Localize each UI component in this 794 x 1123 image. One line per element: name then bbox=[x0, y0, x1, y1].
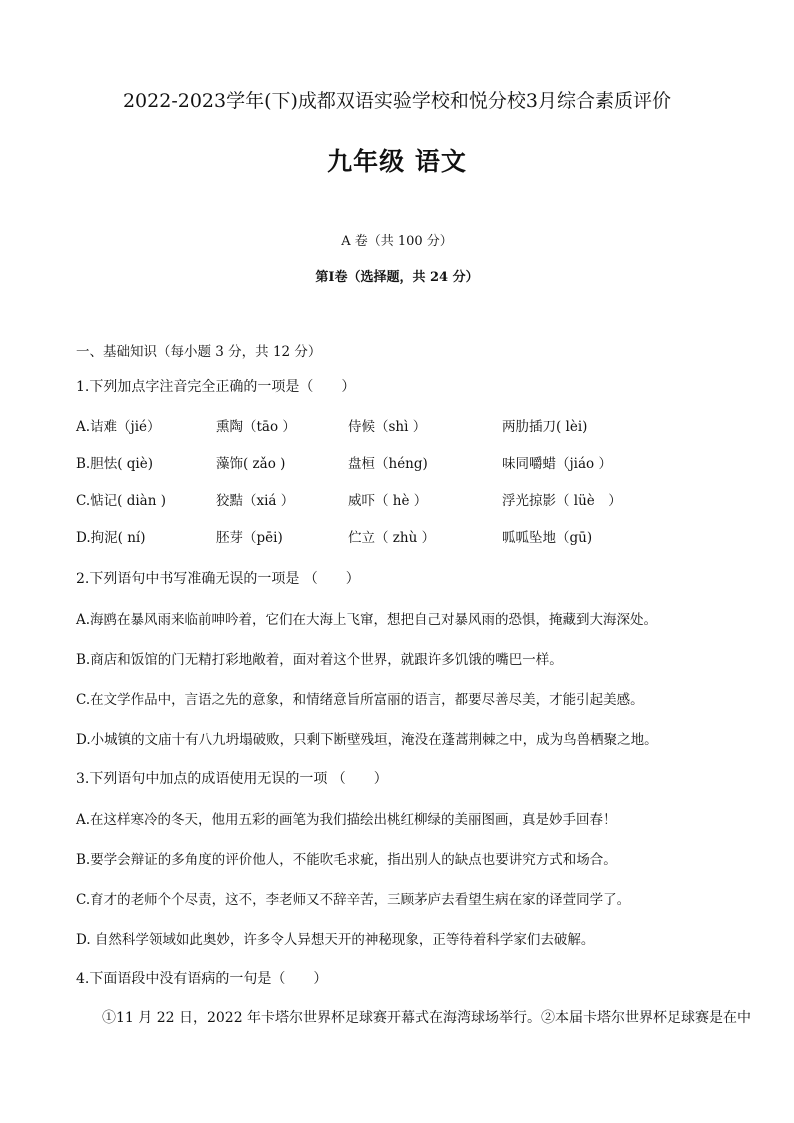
q1-option-d-item2: 胚芽（pēi) bbox=[216, 530, 283, 546]
q1-option-a-item1: A.诘难（jié） bbox=[76, 419, 161, 435]
q3-option-b: B.要学会辩证的多角度的评价他人，不能吹毛求疵，指出别人的缺点也要讲究方式和场合。 bbox=[76, 852, 617, 868]
q1-stem: 1.下列加点字注音完全正确的一项是（ ） bbox=[76, 379, 356, 395]
section1-heading: 一、基础知识（每小题 3 分，共 12 分） bbox=[76, 344, 322, 360]
part1-label: 第Ⅰ卷（选择题，共 24 分） bbox=[315, 270, 479, 285]
volume-a-label: A 卷（共 100 分） bbox=[341, 234, 453, 249]
q1-option-b-item3: 盘桓（héng) bbox=[348, 456, 428, 472]
q3-option-d: D. 自然科学领域如此奥妙，许多令人异想天开的神秘现象，正等待着科学家们去破解。 bbox=[76, 932, 595, 948]
q3-option-c: C.育才的老师个个尽责，这不，李老师又不辞辛苦，三顾茅庐去看望生病在家的译萱同学了。 bbox=[76, 892, 631, 908]
q1-option-c-item4: 浮光掠影（ lüè ） bbox=[502, 493, 622, 509]
q3-stem: 3.下列语句中加点的成语使用无误的一项 （ ） bbox=[76, 771, 388, 787]
q1-option-a-item3: 侍候（shì ） bbox=[348, 419, 427, 435]
q2-option-b: B.商店和饭馆的门无精打彩地敞着，面对着这个世界，就跟许多饥饿的嘴巴一样。 bbox=[76, 652, 563, 668]
q1-option-c-item3: 威吓（ hè ） bbox=[348, 493, 428, 509]
q2-stem: 2.下列语句中书写准确无误的一项是 （ ） bbox=[76, 571, 360, 587]
q2-option-a: A.海鸥在暴风雨来临前呻吟着，它们在大海上飞窜，想把自己对暴风雨的恐惧，掩藏到大海深处。 bbox=[76, 612, 658, 628]
q2-option-d: D.小城镇的文庙十有八九坍塌破败，只剩下断壁残垣，淹没在蓬蒿荆棘之中，成为鸟兽栖聚之地。 bbox=[76, 732, 658, 748]
q1-option-d-item4: 呱呱坠地（gū) bbox=[502, 530, 593, 546]
page-subtitle: 九年级 语文 bbox=[327, 147, 467, 176]
q3-option-a: A.在这样寒冷的冬天，他用五彩的画笔为我们描绘出桃红柳绿的美丽图画，真是妙手回春！ bbox=[76, 812, 617, 828]
q1-option-b-item1: B.胆怯( qiè) bbox=[76, 456, 153, 472]
q1-option-c-item1: C.惦记( diàn ) bbox=[76, 493, 166, 509]
q1-option-d-item3: 伫立（ zhù ） bbox=[348, 530, 436, 546]
q4-stem: 4.下面语段中没有语病的一句是（ ） bbox=[76, 971, 328, 987]
q1-option-a-item4: 两肋插刀( lèi) bbox=[502, 419, 588, 435]
q4-paragraph: ①11 月 22 日，2022 年卡塔尔世界杯足球赛开幕式在海湾球场举行。②本届卡塔尔世界杯足球赛是在中 bbox=[102, 1010, 752, 1026]
q1-option-d-item1: D.拘泥( ní) bbox=[76, 530, 146, 546]
q1-option-b-item4: 味同嚼蜡（jiáo ） bbox=[502, 456, 612, 472]
q1-option-a-item2: 熏陶（tāo ） bbox=[216, 419, 296, 435]
page-title: 2022-2023学年(下)成都双语实验学校和悦分校3月综合素质评价 bbox=[122, 90, 672, 112]
q1-option-b-item2: 藻饰( zǎo ) bbox=[216, 456, 286, 472]
q2-option-c: C.在文学作品中，言语之先的意象，和情绪意旨所富丽的语言，都要尽善尽美，才能引起美感。 bbox=[76, 692, 644, 708]
q1-option-c-item2: 狡黠（xiá ） bbox=[216, 493, 295, 509]
